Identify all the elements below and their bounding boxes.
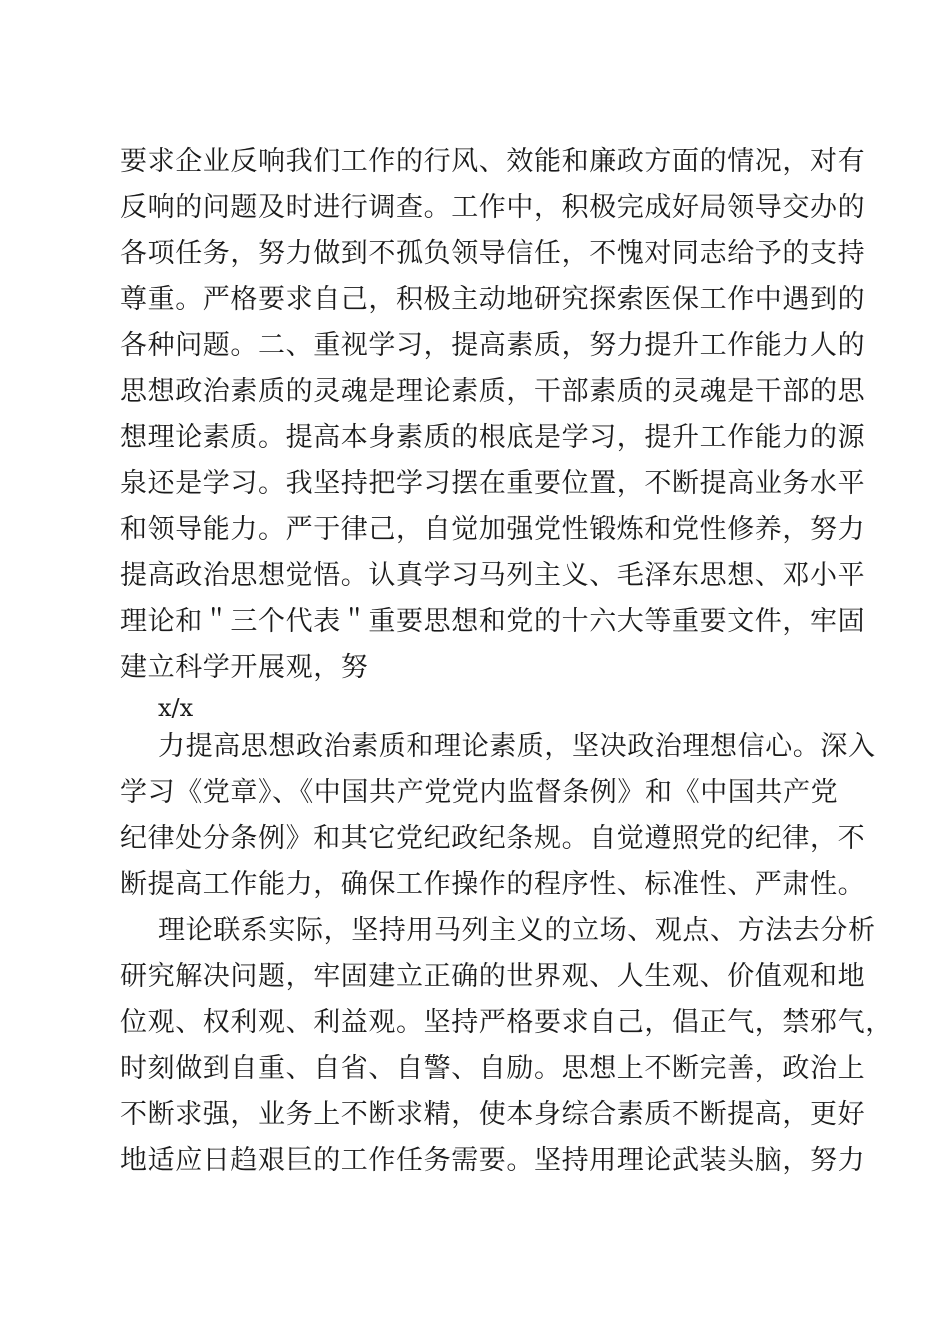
text-line: 断提高工作能力，确保工作操作的程序性、标准性、严肃性。	[120, 869, 866, 900]
text-line: 研究解决问题，牢固建立正确的世界观、人生观、价值观和地	[120, 961, 866, 992]
text-line: 学习《党章》、《中国共产党党内监督条例》和《中国共产党	[120, 777, 839, 808]
text-line: 尊重。严格要求自己，积极主动地研究探索医保工作中遇到的	[120, 284, 866, 315]
text-line: 建立科学开展观，努	[120, 652, 369, 683]
page-marker: x/x	[158, 694, 194, 722]
paragraph-first-line: 力提高思想政治素质和理论素质，坚决政治理想信心。深入	[158, 731, 876, 762]
text-line: 位观、权利观、利益观。坚持严格要求自己，倡正气，禁邪气，	[120, 1007, 893, 1038]
text-line: 想理论素质。提高本身素质的根底是学习，提升工作能力的源	[120, 422, 866, 453]
paragraph-first-line: 理论联系实际，坚持用马列主义的立场、观点、方法去分析	[158, 915, 876, 946]
text-line: 时刻做到自重、自省、自警、自励。思想上不断完善，政治上	[120, 1053, 866, 1084]
text-line: 和领导能力。严于律己，自觉加强党性锻炼和党性修养，努力	[120, 514, 866, 545]
text-line: 各种问题。二、重视学习，提高素质，努力提升工作能力人的	[120, 330, 866, 361]
text-line: 泉还是学习。我坚持把学习摆在重要位置，不断提高业务水平	[120, 468, 866, 499]
text-line: 反响的问题及时进行调查。工作中，积极完成好局领导交办的	[120, 192, 866, 223]
text-line: 地适应日趋艰巨的工作任务需要。坚持用理论武装头脑，努力	[120, 1145, 866, 1176]
text-line: 思想政治素质的灵魂是理论素质，干部素质的灵魂是干部的思	[120, 376, 866, 407]
text-line: 要求企业反响我们工作的行风、效能和廉政方面的情况，对有	[120, 146, 866, 177]
text-line: 纪律处分条例》和其它党纪政纪条规。自觉遵照党的纪律，不	[120, 823, 866, 854]
text-line: 理论和＂三个代表＂重要思想和党的十六大等重要文件，牢固	[120, 606, 866, 637]
text-line: 不断求强，业务上不断求精，使本身综合素质不断提高，更好	[120, 1099, 866, 1130]
text-line: 各项任务，努力做到不孤负领导信任，不愧对同志给予的支持	[120, 238, 866, 269]
text-line: 提高政治思想觉悟。认真学习马列主义、毛泽东思想、邓小平	[120, 560, 866, 591]
